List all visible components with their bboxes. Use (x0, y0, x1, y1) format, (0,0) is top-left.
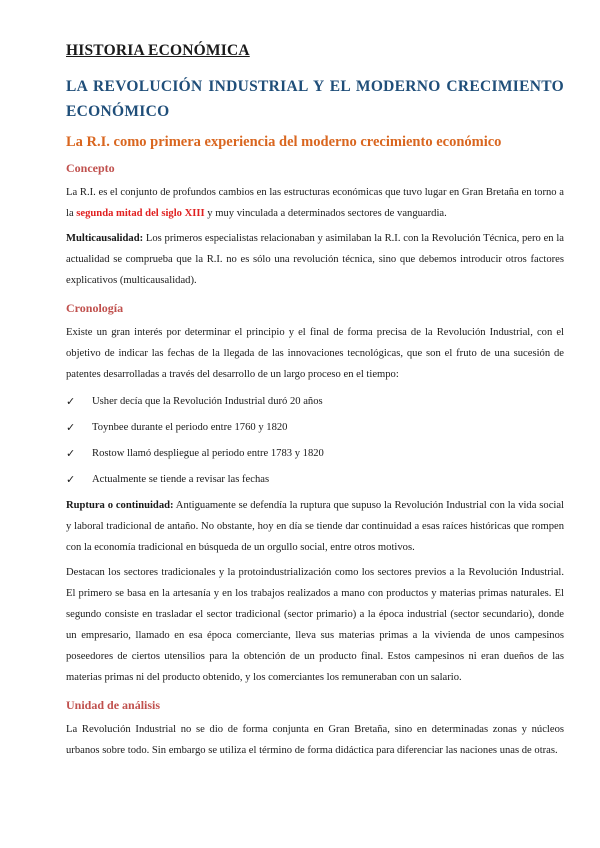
document-title: HISTORIA ECONÓMICA (66, 42, 250, 59)
ruptura-text: Antiguamente se defendía la ruptura que supuso la Revolución Industrial con la vida social y laboral tradicional de antaño. No obstante, hoy en día se tiende dar continuidad a esas raíces históricas que rompen con la economía tradicional en búsqueda de un orgullo social, entre otros motivos. (66, 500, 564, 553)
ruptura-label: Ruptura o continuidad: (66, 500, 174, 511)
main-heading-line1: LA REVOLUCIÓN INDUSTRIAL Y EL MODERNO CRECIMIENTO (66, 78, 564, 95)
list-item-text: Rostow llamó despliegue al periodo entre 1783 y 1820 (92, 448, 324, 459)
section-title-unidad: Unidad de análisis (66, 698, 161, 712)
checkmark-icon: ✓ (66, 422, 76, 434)
paragraph-concepto-1 (66, 182, 564, 224)
paragraph-ruptura (66, 495, 564, 558)
list-item (66, 415, 564, 441)
main-heading-line2: ECONÓMICO (66, 103, 170, 120)
subheading: La R.I. como primera experiencia del moderno crecimiento económico (66, 134, 502, 150)
checkmark-icon: ✓ (66, 474, 76, 486)
concepto-p1-end: y muy vinculada a determinados sectores de vanguardia. (204, 208, 447, 219)
list-item (66, 467, 564, 493)
checkmark-icon: ✓ (66, 396, 76, 408)
list-item-text: Usher decía que la Revolución Industrial duró 20 años (92, 396, 323, 407)
paragraph-unidad-1: La Revolución Industrial no se dio de forma conjunta en Gran Bretaña, sino en determinadas zonas y núcleos urbanos sobre todo. Sin embargo se utiliza el término de forma didáctica para diferenciar las naciones unas de otras. (66, 724, 564, 756)
concepto-p1-highlight: segunda mitad del siglo XIII (76, 208, 205, 219)
chronology-list (66, 389, 564, 493)
section-title-concepto: Concepto (66, 161, 115, 175)
main-heading (66, 74, 564, 124)
paragraph-multicausalidad (66, 228, 564, 291)
list-item-text: Actualmente se tiende a revisar las fechas (92, 474, 270, 485)
checkmark-icon: ✓ (66, 448, 76, 460)
list-item (66, 441, 564, 467)
paragraph-sectores: Destacan los sectores tradicionales y la protoindustrialización como los sectores previos a la Revolución Industrial. El primero se basa en la artesanía y en los trabajos realizados a mano con productos y materias primas naturales. El segundo consiste en trasladar el sector tradicional (sector primario) a la época industrial (sector secundario), donde un empresario, llamado en esa época comerciante, lleva sus materias primas a la vivienda de unos campesinos poseedores de ciertos utensilios para la obtención de un producto final. Estos campesinos ni eran dueños de las materias primas ni del producto obtenido, y los comerciantes los remuneraban con un salario. (66, 567, 564, 683)
multicausalidad-label: Multicausalidad: (66, 233, 144, 244)
multicausalidad-text: Los primeros especialistas relacionaban y asimilaban la R.I. con la Revolución Técnica, pero en la actualidad se comprueba que la R.I. no es sólo una revolución técnica, sino que debemos introducir otros factores explicativos (multicausalidad). (66, 233, 564, 286)
list-item-text: Toynbee durante el periodo entre 1760 y 1820 (92, 422, 288, 433)
paragraph-cronologia-1: Existe un gran interés por determinar el principio y el final de forma precisa de la Revolución Industrial, con el objetivo de indicar las fechas de la llegada de las innovaciones tecnológicas, que son el fruto de una sucesión de patentes desarrolladas a través del desarrollo de un largo proceso en el tiempo: (66, 327, 564, 380)
section-title-cronologia: Cronología (66, 301, 124, 315)
concepto-p1-start: La R.I. es el conjunto de profundos cambios en las estructuras económicas que tuvo lugar en Gran Bretaña en torno a la (66, 187, 564, 219)
list-item (66, 389, 564, 415)
